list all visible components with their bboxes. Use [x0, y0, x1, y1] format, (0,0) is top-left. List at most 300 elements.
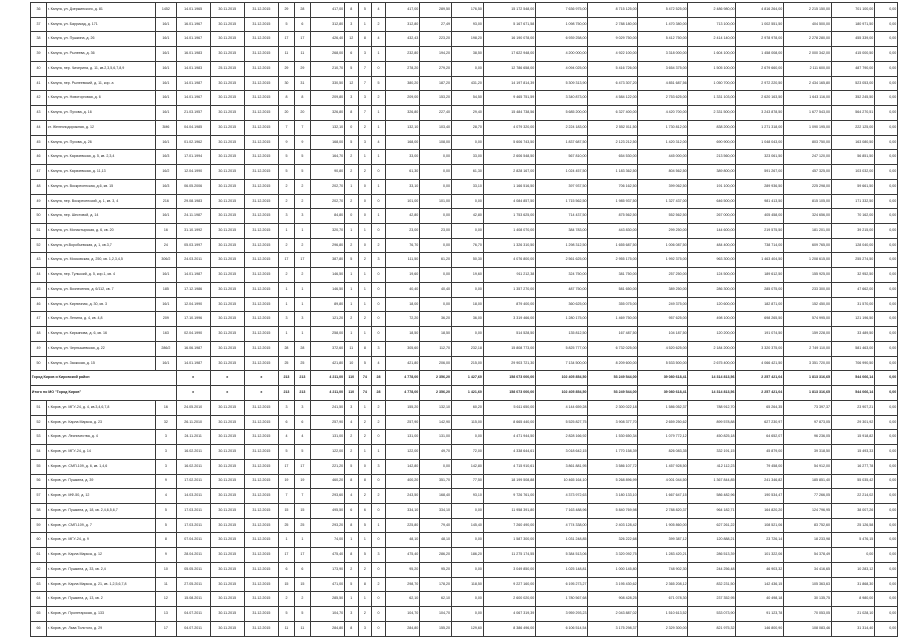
table-cell: 30.11.2015 — [210, 224, 244, 239]
table-cell: 22 214,02 — [831, 489, 874, 504]
table-cell: 284,80 — [385, 621, 419, 636]
table-cell: 1 — [344, 297, 358, 312]
table-cell: 209,00 — [385, 91, 419, 106]
table-cell: 31.12.2015 — [244, 194, 278, 209]
table-cell: 581 463,00 — [831, 341, 874, 356]
table-row — [31, 32, 898, 47]
table-cell: 118,50 — [451, 577, 483, 592]
table-cell: 698 265,50 — [736, 312, 784, 327]
table-cell: 48,10 — [420, 533, 452, 548]
table-cell: 1 837 687,50 — [536, 135, 588, 150]
table-cell: 61,30 — [451, 165, 483, 180]
table-cell: 1 — [294, 282, 310, 297]
table-cell: 103 032,00 — [831, 165, 874, 180]
table-cell: 1 — [358, 224, 372, 239]
table-cell: 2 — [294, 194, 310, 209]
address-cell: г. Киров, ул. МГУ-24, д. 4, кв.3,4,6,7,8 — [46, 400, 155, 415]
table-cell: 190 534,47 — [736, 489, 784, 504]
row-number-cell: 53 — [31, 430, 47, 445]
table-cell: 0,00 — [875, 32, 898, 47]
table-cell: 1 — [344, 282, 358, 297]
table-cell: 320,70 — [310, 224, 344, 239]
table-cell: 690 900,00 — [688, 135, 736, 150]
table-cell: 64 652,07 — [736, 430, 784, 445]
address-cell: г. Киров, ул. Пушкина, д. 13, кв. 2 — [46, 592, 155, 607]
table-cell: 815 105,00 — [784, 194, 832, 209]
table-cell: 15 808 773,00 — [483, 341, 535, 356]
table-cell: 2 — [358, 489, 372, 504]
table-cell: 257 250,00 — [638, 268, 688, 283]
table-cell: 268,00 — [310, 47, 344, 62]
table-cell: 206,00 — [420, 356, 452, 371]
table-cell: 29 903 721,30 — [483, 356, 535, 371]
table-cell: 1 000 145,80 — [588, 562, 638, 577]
table-cell: 16/2 — [156, 165, 176, 180]
table-cell: 2 — [358, 562, 372, 577]
table-cell: 5 533 500,00 — [638, 356, 688, 371]
subtotal-cell: 2 356,20 — [420, 371, 452, 386]
table-cell: 31.12.2015 — [244, 238, 278, 253]
table-cell: 15 — [278, 503, 294, 518]
table-cell: 3 — [344, 607, 358, 622]
table-cell: 16.06.1987 — [176, 341, 210, 356]
table-cell: 714 437,50 — [536, 209, 588, 224]
table-cell: 4 420 700,00 — [638, 106, 688, 121]
table-cell: 180 971,50 — [831, 17, 874, 32]
table-cell: 171 332,50 — [831, 194, 874, 209]
table-cell: 0 — [372, 297, 386, 312]
table-cell: 187,20 — [420, 76, 452, 91]
table-cell: 1 024 457,50 — [536, 165, 588, 180]
table-cell: 1 208 615,00 — [784, 253, 832, 268]
table-cell: 0,00 — [875, 562, 898, 577]
table-cell: 1 006 087,50 — [638, 238, 688, 253]
table-cell: 2 — [372, 238, 386, 253]
table-cell: 31.12.2015 — [244, 474, 278, 489]
table-cell: 38 007,26 — [831, 503, 874, 518]
table-cell: 2 — [358, 165, 372, 180]
table-cell: 3 — [372, 459, 386, 474]
table-cell: 176,50 — [451, 3, 483, 18]
table-cell: 788 912,70 — [688, 400, 736, 415]
table-cell: 1 730 812,00 — [638, 120, 688, 135]
table-cell: 07.04.2011 — [176, 533, 210, 548]
table-cell: 2 — [372, 577, 386, 592]
table-cell: 415 000,50 — [831, 47, 874, 62]
table-cell: 5 — [358, 548, 372, 563]
table-cell: 0 — [372, 621, 386, 636]
table-cell: 30.11.2015 — [210, 268, 244, 283]
table-cell: 5 525 827,75 — [536, 415, 588, 430]
table-cell: 18,00 — [385, 297, 419, 312]
table-cell: 5 309 313,90 — [536, 76, 588, 91]
table-cell: 1 715 562,50 — [536, 194, 588, 209]
table-row — [31, 415, 898, 430]
table-cell: 131,00 — [385, 430, 419, 445]
table-cell: 389 250,00 — [638, 282, 688, 297]
table-row — [31, 327, 898, 342]
table-cell: 17 — [278, 548, 294, 563]
table-cell: 2 — [358, 430, 372, 445]
table-cell: 124 500,00 — [688, 268, 736, 283]
table-cell: 28.04.2011 — [176, 548, 210, 563]
table-cell: 4 338 644,61 — [483, 445, 535, 460]
table-cell: 16/3 — [156, 179, 176, 194]
table-cell: 1 — [372, 106, 386, 121]
table-row — [31, 76, 898, 91]
table-cell: 1 — [294, 327, 310, 342]
table-cell: 90,80 — [310, 165, 344, 180]
table-cell: 15 493,33 — [831, 445, 874, 460]
table-cell: 1 090 195,00 — [784, 120, 832, 135]
table-cell: 2 — [278, 194, 294, 209]
table-cell: 5 — [294, 150, 310, 165]
table-cell: 646 500,00 — [688, 194, 736, 209]
table-cell: 0 — [358, 238, 372, 253]
table-row — [31, 607, 898, 622]
table-cell: 29 301,92 — [831, 415, 874, 430]
table-cell: 5 — [156, 503, 176, 518]
table-cell: 1 — [344, 327, 358, 342]
table-cell: 8 — [358, 474, 372, 489]
table-cell: 40,40 — [385, 282, 419, 297]
table-cell: 4 — [344, 489, 358, 504]
table-cell: 397 937,50 — [536, 179, 588, 194]
subtotal-cell: 1 813 316,65 — [784, 371, 832, 386]
table-cell: 1 283 420,21 — [638, 548, 688, 563]
table-cell: 748 902,30 — [638, 562, 688, 577]
subtotal-cell: 74 — [358, 386, 372, 401]
table-cell: 16/1 — [156, 76, 176, 91]
table-cell: 6 — [294, 415, 310, 430]
address-cell: г. Калуга, ул. Пушкина, д. 26 — [46, 32, 155, 47]
table-row — [31, 238, 898, 253]
table-cell: 706 162,50 — [588, 179, 638, 194]
table-cell: 1 — [358, 592, 372, 607]
table-cell: 0,00 — [451, 430, 483, 445]
table-cell: 1 667 647,15 — [638, 489, 688, 504]
table-cell: 42,80 — [385, 209, 419, 224]
table-cell: 1 298 312,50 — [536, 238, 588, 253]
table-cell: 15 — [294, 577, 310, 592]
table-cell: 0,00 — [875, 224, 898, 239]
subtotal-cell: 28 — [372, 371, 386, 386]
address-cell: г. Киров, ул. Лесничества, д. 4 — [46, 430, 155, 445]
row-number-cell: 38 — [31, 32, 47, 47]
table-cell: 5 — [344, 61, 358, 76]
table-cell: 1 — [344, 268, 358, 283]
table-cell: 77,50 — [451, 474, 483, 489]
address-cell: г. Калуга, пер. Чичерина, д. 11, кв.2,3,5,6,7,8,9 — [46, 61, 155, 76]
table-cell: 1 — [372, 209, 386, 224]
table-cell: 4 094 025,00 — [536, 61, 588, 76]
table-cell: 498 100,00 — [688, 312, 736, 327]
table-cell: 04.04.1985 — [176, 120, 210, 135]
table-cell: 25 — [294, 518, 310, 533]
table-cell: 2 — [372, 17, 386, 32]
row-number-cell: 57 — [31, 489, 47, 504]
table-cell: 14.01.1983 — [176, 61, 210, 76]
table-cell: 7 — [278, 489, 294, 504]
table-cell: 31.12.2015 — [244, 592, 278, 607]
address-cell: г. Калуга, ул. Баррикад, д. 171 — [46, 17, 155, 32]
table-cell: 5 825 777,00 — [536, 341, 588, 356]
table-cell: 8 — [278, 91, 294, 106]
table-cell: 31.12.2015 — [244, 327, 278, 342]
table-cell: 1 586 052,37 — [638, 400, 688, 415]
table-cell: 574 995,00 — [784, 312, 832, 327]
table-cell: 59 661,50 — [831, 179, 874, 194]
table-cell: 0,00 — [875, 533, 898, 548]
table-cell: 450 825,18 — [688, 430, 736, 445]
table-row — [31, 268, 898, 283]
table-cell: 3 — [358, 135, 372, 150]
table-cell: 3 175 298,37 — [588, 621, 638, 636]
table-cell: 31.12.2015 — [244, 415, 278, 430]
table-cell: 6 195 273,27 — [536, 577, 588, 592]
table-cell: 5 167 671,58 — [483, 17, 535, 32]
table-cell: 826 083,35 — [638, 445, 688, 460]
table-cell: 30.11.2015 — [210, 282, 244, 297]
table-cell: 285 075,00 — [736, 282, 784, 297]
table-cell: 1 098 750,00 — [536, 17, 588, 32]
table-cell: 101 322,06 — [736, 548, 784, 563]
table-cell: 72,20 — [385, 312, 419, 327]
table-cell: 31.12.2015 — [244, 224, 278, 239]
table-cell: 243,50 — [385, 489, 419, 504]
table-cell: 0,00 — [875, 17, 898, 32]
table-cell: 31.12.2015 — [244, 459, 278, 474]
table-cell: 484 400,00 — [688, 238, 736, 253]
table-cell: 0 — [372, 607, 386, 622]
table-cell: 8 — [358, 341, 372, 356]
table-cell: 875 562,50 — [588, 209, 638, 224]
table-cell: 19 — [294, 474, 310, 489]
table-cell: 1 463 404,50 — [736, 253, 784, 268]
table-cell: 4 — [294, 430, 310, 445]
subtotal-cell: 110 — [344, 371, 358, 386]
table-cell: 31.12.2015 — [244, 61, 278, 76]
table-cell: 514 528,50 — [483, 327, 535, 342]
table-cell: 0,00 — [875, 91, 898, 106]
row-number-cell: 49 — [31, 194, 47, 209]
row-number-cell: 66 — [31, 621, 47, 636]
address-cell: г. Калуга, пер. Рылеевский, д. 11, кор. а — [46, 76, 155, 91]
table-cell: 13 — [156, 607, 176, 622]
table-cell: 9 — [278, 135, 294, 150]
table-cell: 17 — [156, 621, 176, 636]
table-cell: 15 — [278, 577, 294, 592]
subtotal-cell: 544 066,14 — [831, 371, 874, 386]
table-cell: 30.11.2015 — [210, 3, 244, 18]
subtotal-cell: 74 — [358, 371, 372, 386]
table-cell: 3 — [278, 400, 294, 415]
table-cell: 284,80 — [310, 621, 344, 636]
table-cell: 417,00 — [310, 3, 344, 18]
table-cell: 2 278 280,00 — [784, 32, 832, 47]
table-cell: 221,20 — [310, 459, 344, 474]
table-cell: 185 851,40 — [784, 474, 832, 489]
table-cell: 30.11.2015 — [210, 400, 244, 415]
table-row — [31, 17, 898, 32]
table-cell: 30.11.2015 — [210, 562, 244, 577]
table-cell: 29.08.1983 — [176, 194, 210, 209]
table-cell: 475,40 — [310, 548, 344, 563]
table-cell: 16/1 — [156, 209, 176, 224]
subtotal-cell: 2 356,20 — [420, 386, 452, 401]
table-cell: 173,90 — [310, 562, 344, 577]
table-cell: 77 266,05 — [784, 489, 832, 504]
table-cell: 4 — [372, 356, 386, 371]
table-cell: 5 — [344, 459, 358, 474]
table-cell: 1 — [372, 518, 386, 533]
table-cell: 31.12.2015 — [244, 562, 278, 577]
table-cell: 31.12.2015 — [244, 312, 278, 327]
table-cell: 312,80 — [385, 17, 419, 32]
table-cell: 20 — [278, 106, 294, 121]
table-row — [31, 209, 898, 224]
table-cell: 0 — [372, 562, 386, 577]
table-cell: 31.12.2015 — [244, 297, 278, 312]
table-cell: 30.11.2015 — [210, 518, 244, 533]
table-cell: 121 196,50 — [831, 312, 874, 327]
table-cell: 2 972 220,50 — [736, 76, 784, 91]
table-cell: 2 788 820,37 — [638, 503, 688, 518]
table-cell: 3 — [156, 459, 176, 474]
table-cell: 326,80 — [385, 106, 419, 121]
table-cell: 142,80 — [385, 459, 419, 474]
table-cell: 1 367 844,85 — [688, 474, 736, 489]
table-cell: 28 — [294, 341, 310, 356]
table-cell: 3 — [372, 253, 386, 268]
table-cell: 06.05.2006 — [176, 179, 210, 194]
table-cell: 487 750,00 — [536, 282, 588, 297]
subtotal-row — [31, 386, 898, 401]
table-cell: 3 — [344, 17, 358, 32]
row-number-cell: 43 — [31, 106, 47, 121]
table-cell: 355 075,00 — [588, 297, 638, 312]
table-cell: 7 — [358, 106, 372, 121]
row-number-cell: 41 — [31, 76, 47, 91]
table-cell: 31.12.2015 — [244, 253, 278, 268]
table-cell: 31.12.2015 — [244, 91, 278, 106]
address-cell: г. Киров, ул. МГУ-24, д. 14 — [46, 445, 155, 460]
table-cell: 0,00 — [831, 548, 874, 563]
table-cell: 0,00 — [875, 106, 898, 121]
table-cell: 0,00 — [451, 327, 483, 342]
table-cell: 33,10 — [451, 179, 483, 194]
table-cell: 803 750,00 — [784, 135, 832, 150]
table-cell: 3 319 466,00 — [483, 312, 535, 327]
table-cell: 1 — [344, 224, 358, 239]
table-cell: 5 — [358, 518, 372, 533]
table-cell: 3 586 107,72 — [588, 459, 638, 474]
table-cell: 2 — [294, 179, 310, 194]
table-cell: 31.12.2015 — [244, 503, 278, 518]
subtotal-cell: 0,00 — [875, 386, 898, 401]
table-cell: 0,00 — [420, 179, 452, 194]
row-number-cell: 44 — [31, 268, 47, 283]
table-cell: 31.12.2015 — [244, 445, 278, 460]
table-cell: 2 — [358, 253, 372, 268]
subtotal-cell: 39 080 618,41 — [638, 371, 688, 386]
table-cell: 153,20 — [420, 91, 452, 106]
table-cell: 0,00 — [875, 3, 898, 18]
table-cell: 168,00 — [385, 135, 419, 150]
table-cell: 6 — [358, 503, 372, 518]
row-number-cell: 42 — [31, 91, 47, 106]
address-cell: г. Киров, ул. Пролетарская, д. 133 — [46, 607, 155, 622]
table-cell: 0,00 — [875, 356, 898, 371]
table-cell: 3 — [294, 400, 310, 415]
table-cell: 713 100,00 — [688, 17, 736, 32]
table-cell: 286 513,39 — [688, 548, 736, 563]
table-cell: 5 416 726,00 — [588, 61, 638, 76]
table-cell: 8 209 600,00 — [588, 356, 638, 371]
table-cell: 04.07.2011 — [176, 607, 210, 622]
table-cell: 10 — [156, 562, 176, 577]
table-cell: 6 939 258,00 — [536, 32, 588, 47]
table-cell: 6 327 400,00 — [588, 106, 638, 121]
table-cell: 0,00 — [875, 518, 898, 533]
table-cell: 0 — [372, 224, 386, 239]
table-cell: 324 656,00 — [784, 209, 832, 224]
table-cell: 0,00 — [875, 430, 898, 445]
table-cell: 16 — [156, 400, 176, 415]
table-cell: 241 346,82 — [736, 474, 784, 489]
table-cell: 146,50 — [310, 282, 344, 297]
table-cell: 20 — [294, 106, 310, 121]
table-cell: 26.11.2010 — [176, 415, 210, 430]
table-cell: 132,10 — [385, 120, 419, 135]
table-cell: 12 — [156, 592, 176, 607]
table-cell: 30.11.2015 — [210, 592, 244, 607]
table-cell: 5 — [156, 518, 176, 533]
address-cell: г. Калуга, пер. Воскресенский, д. 1, кв. 3, 4 — [46, 194, 155, 209]
table-cell: 0,00 — [451, 135, 483, 150]
table-cell: 1 780 567,68 — [536, 592, 588, 607]
table-cell: 16/1 — [156, 91, 176, 106]
table-cell: 223,20 — [420, 32, 452, 47]
table-cell: 209 — [156, 312, 176, 327]
table-cell: 298,70 — [385, 577, 419, 592]
subtotal-cell: 544 066,14 — [831, 386, 874, 401]
table-cell: 14.01.1967 — [176, 91, 210, 106]
table-cell: 194,20 — [420, 47, 452, 62]
table-cell: 16/3 — [156, 150, 176, 165]
table-cell: 1 — [278, 224, 294, 239]
table-cell: 16/1 — [156, 32, 176, 47]
subtotal-cell: х — [176, 386, 210, 401]
table-cell: 0 — [372, 592, 386, 607]
table-cell: 293,60 — [310, 489, 344, 504]
table-cell: 3 318 000,00 — [638, 47, 688, 62]
table-cell: 8 — [344, 621, 358, 636]
table-row — [31, 489, 898, 504]
table-cell: 738 714,00 — [736, 238, 784, 253]
table-cell: 5 384 513,06 — [536, 548, 588, 563]
table-cell: 164 820,20 — [736, 503, 784, 518]
table-cell: 3 908 377,70 — [588, 415, 638, 430]
table-cell: 93,00 — [451, 17, 483, 32]
row-number-cell: 52 — [31, 415, 47, 430]
table-cell: 30 135,75 — [784, 592, 832, 607]
table-cell: 6 — [294, 562, 310, 577]
table-cell: 286/2 — [156, 341, 176, 356]
table-cell: 0,00 — [451, 61, 483, 76]
table-cell: 2 — [344, 238, 358, 253]
table-row — [31, 297, 898, 312]
